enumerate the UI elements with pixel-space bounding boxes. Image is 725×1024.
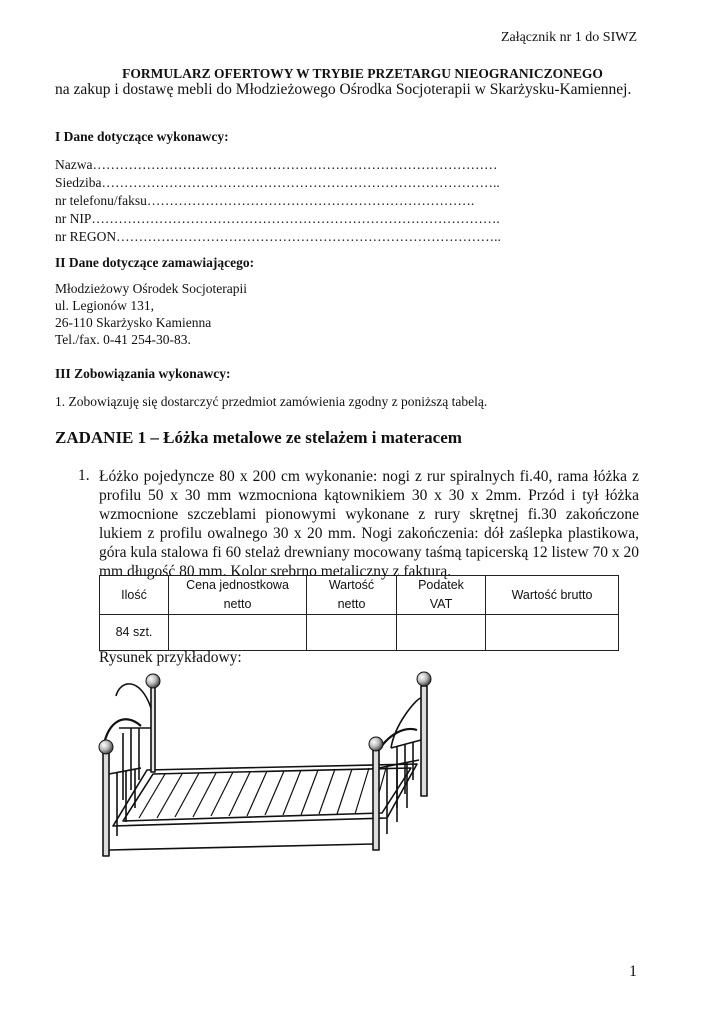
contractor-heading: I Dane dotyczące wykonawcy: <box>55 129 229 144</box>
ordering-party-city: 26-110 Skarżysko Kamienna <box>55 315 212 330</box>
cell-vat[interactable] <box>397 615 486 651</box>
ordering-party-heading: II Dane dotyczące zamawiającego: <box>55 255 255 270</box>
task-heading: ZADANIE 1 – Łóżka metalowe ze stelażem i materacem <box>55 428 462 447</box>
page-number: 1 <box>629 963 637 980</box>
item-description: Łóżko pojedyncze 80 x 200 cm wykonanie: nogi z rur spiralnych fi.40, rama łóżka z profilu 50 x 30 mm wzmocniona kątownikiem 30 x 30 x 2mm. Przód i tył łóżka wzmocnione szczeblami pionowymi wykonane z rury skrętnej fi.30 zakończone lukiem z profilu owalnego 30 x 20 mm. Nogi zakończenia: dół zaślepka plastikowa, góra kula stalowa fi 60 stelaż drewniany mocowany taśmą tapicerską 12 listew 70 x 20 mm długość 80 mm. Kolor srebrno metaliczny z fakturą. <box>99 468 639 580</box>
cell-gross-value[interactable] <box>486 615 619 651</box>
item-number: 1. <box>78 467 90 484</box>
header-vat: Podatek VAT <box>397 576 486 615</box>
bed-illustration <box>95 668 445 888</box>
offer-table <box>99 575 619 651</box>
table-row <box>100 615 619 651</box>
ordering-party-phone: Tel./fax. 0-41 254-30-83. <box>55 332 191 347</box>
form-intro: na zakup i dostawę mebli do Młodzieżowego Ośrodka Socjoterapii w Skarżysku-Kamiennej. <box>55 81 632 98</box>
obligations-text: 1. Zobowiązuję się dostarczyć przedmiot zamówienia zgodny z poniższą tabelą. <box>55 394 488 409</box>
contractor-regon-field: nr REGON………………………………………………………………………….. <box>55 229 501 244</box>
contractor-name-field: Nazwa……………………………………………………………………………… <box>55 157 498 172</box>
attachment-label: Załącznik nr 1 do SIWZ <box>500 30 637 45</box>
header-gross-value: Wartość brutto <box>486 576 619 615</box>
contractor-nip-field: nr NIP………………………………………………………………………………. <box>55 211 500 226</box>
ordering-party-name: Młodzieżowy Ośrodek Socjoterapii <box>55 281 247 296</box>
contractor-address-field: Siedziba…………………………………………………………………………….. <box>55 175 500 190</box>
cell-unit-price[interactable] <box>169 615 307 651</box>
cell-quantity: 84 szt. <box>100 615 169 651</box>
form-title: FORMULARZ OFERTOWY W TRYBIE PRZETARGU NIEOGRANICZONEGO <box>122 66 603 81</box>
obligations-heading: III Zobowiązania wykonawcy: <box>55 366 231 381</box>
header-unit-price: Cena jednostkowa netto <box>169 576 307 615</box>
table-header-row <box>100 576 619 615</box>
contractor-phone-field: nr telefonu/faksu………………………………………………………………. <box>55 193 475 208</box>
cell-net-value[interactable] <box>307 615 397 651</box>
header-net-value: Wartość netto <box>307 576 397 615</box>
ordering-party-street: ul. Legionów 131, <box>55 298 154 313</box>
header-quantity: Ilość <box>100 576 169 615</box>
example-drawing-label: Rysunek przykładowy: <box>99 649 242 666</box>
